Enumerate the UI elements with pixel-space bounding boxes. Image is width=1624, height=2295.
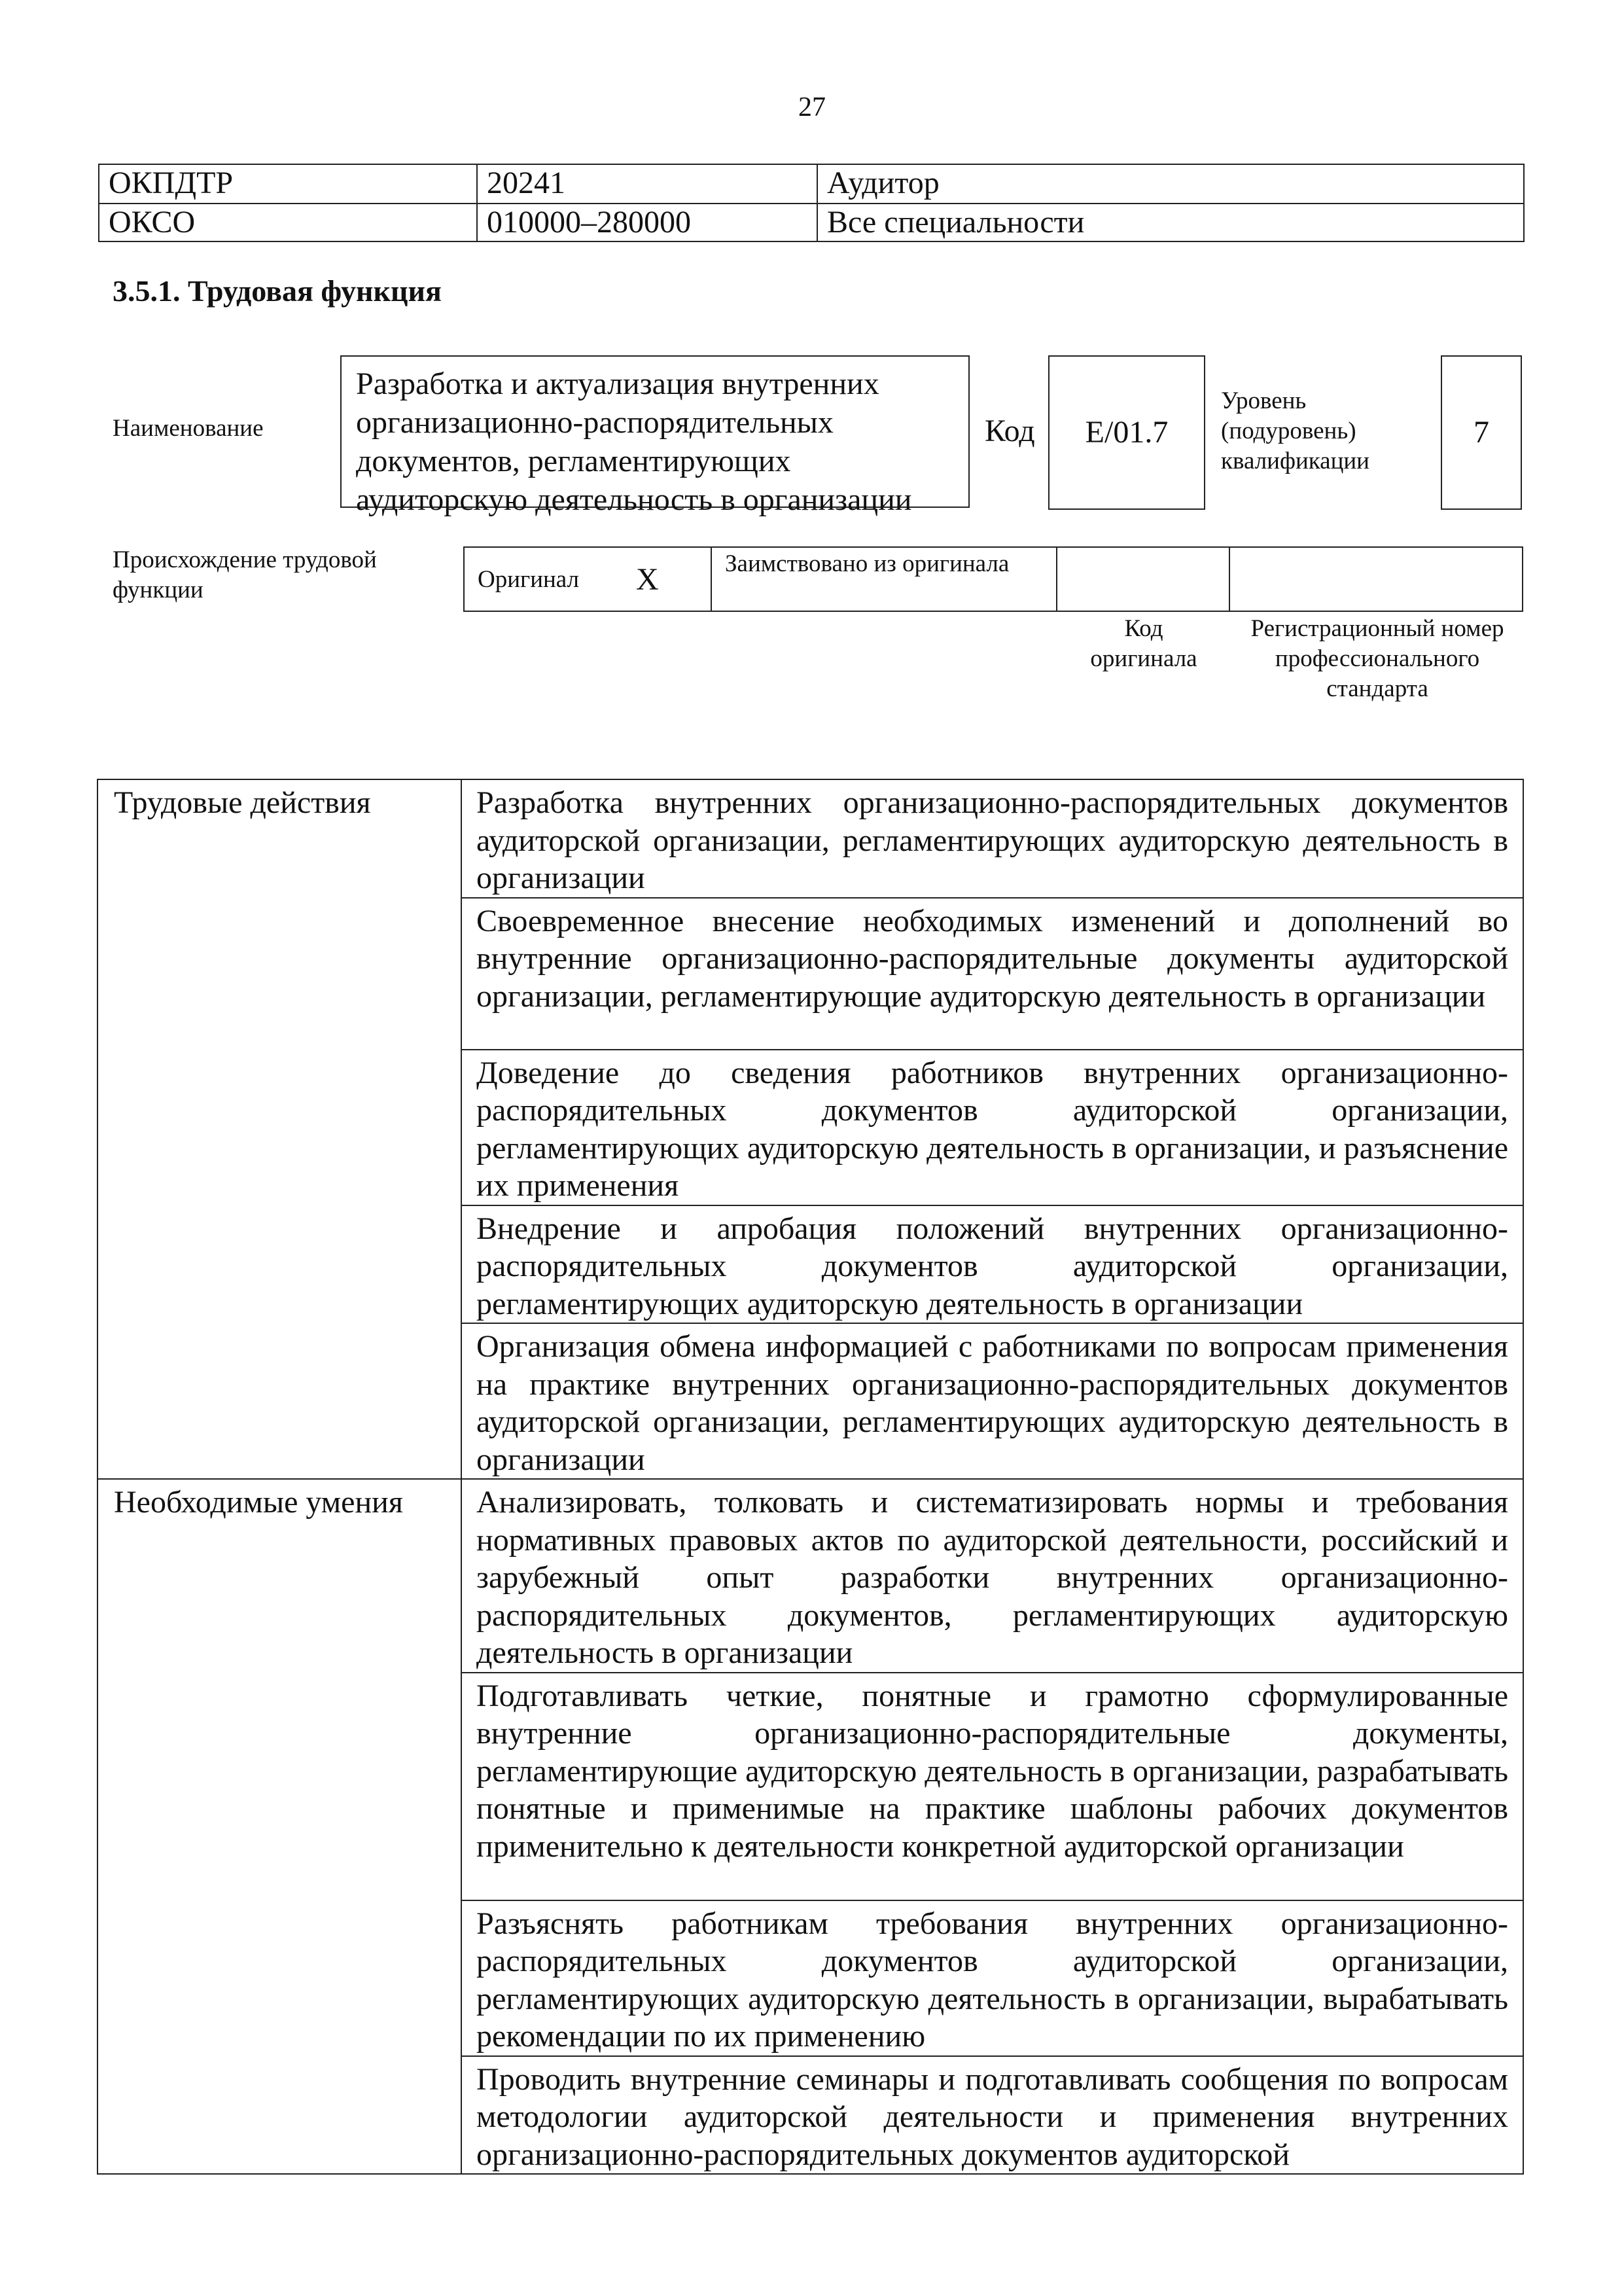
classification-table — [98, 164, 1525, 242]
origin-original-mark: X — [636, 562, 659, 597]
table-cell: Подготавливать четкие, понятные и грамотно сформулированные внутренние организационно-распорядительные документы, регламентирующие аудиторскую деятельность в организации, разрабатывать понятные и применимые на практике шаблоны рабочих документов применительно к деятельности конкретной аудиторской организации — [461, 1673, 1523, 1900]
table-row — [97, 1479, 1523, 1673]
function-details-table — [97, 779, 1524, 2175]
origin-code-cell — [1056, 546, 1230, 612]
level-label: Уровень (подуровень) квалификации — [1221, 387, 1369, 474]
origin-original-cell — [463, 546, 712, 612]
page-number: 27 — [798, 92, 826, 122]
classification-name-cell: ОКСО — [98, 203, 478, 242]
origin-reg-number-caption: Регистрационный номер профессионального стандарта — [1250, 615, 1504, 702]
origin-original-label: Оригинал — [478, 566, 580, 593]
classification-code-cell: 010000–280000 — [476, 203, 818, 242]
section-heading: Трудовые действия — [97, 779, 461, 1479]
section-heading: Необходимые умения — [97, 1479, 461, 2174]
table-cell: Разработка внутренних организационно-распорядительных документов аудиторской организации, регламентирующих аудиторскую деятельность в организации — [461, 779, 1523, 898]
table-row — [97, 779, 1523, 898]
origin-label: Происхождение трудовой функции — [113, 546, 377, 603]
table-cell: Внедрение и апробация положений внутренних организационно-распорядительных документов аудиторской организации, регламентирующих аудиторскую деятельность в организации — [461, 1205, 1523, 1324]
table-cell: Анализировать, толковать и систематизировать нормы и требования нормативных правовых актов по аудиторской деятельности, российский и зарубежный опыт разработки внутренних организационно-распорядительных документов, регламентирующих аудиторскую деятельность в организации — [461, 1479, 1523, 1673]
table-cell: Разъяснять работникам требования внутренних организационно-распорядительных документов аудиторской организации, регламентирующих аудиторскую деятельность в организации, вырабатывать рекомендации по их применению — [461, 1900, 1523, 2056]
origin-code-caption: Код оригинала — [1090, 615, 1197, 672]
level-box: 7 — [1441, 355, 1522, 510]
table-cell: Доведение до сведения работников внутренних организационно-распорядительных документов аудиторской организации, регламентирующих аудиторскую деятельность в организации, и разъяснение их применения — [461, 1050, 1523, 1205]
table-cell: Своевременное внесение необходимых изменений и дополнений во внутренние организационно-распорядительные документы аудиторской организации, регламентирующие аудиторскую деятельность в организации — [461, 898, 1523, 1050]
name-label: Наименование — [113, 415, 264, 442]
function-name-box: Разработка и актуализация внутренних организационно-распорядительных документов, регламентирующих аудиторскую деятельность в организации — [340, 355, 970, 508]
section-title: 3.5.1. Трудовая функция — [113, 274, 442, 308]
classification-name-cell: ОКПДТР — [98, 164, 478, 204]
classification-code-cell: 20241 — [476, 164, 818, 204]
classification-title-cell: Все специальности — [817, 203, 1525, 242]
code-label: Код — [985, 414, 1035, 448]
origin-reg-number-cell — [1229, 546, 1523, 612]
origin-borrowed-cell: Заимствовано из оригинала — [711, 546, 1057, 612]
table-cell: Проводить внутренние семинары и подготавливать сообщения по вопросам методологии аудиторской деятельности и применения внутренних организационно-распорядительных документов аудиторской — [461, 2056, 1523, 2175]
table-cell: Организация обмена информацией с работниками по вопросам применения на практике внутренних организационно-распорядительных документов аудиторской организации, регламентирующих аудиторскую деятельность в организации — [461, 1323, 1523, 1479]
classification-title-cell: Аудитор — [817, 164, 1525, 204]
code-box: E/01.7 — [1048, 355, 1205, 510]
